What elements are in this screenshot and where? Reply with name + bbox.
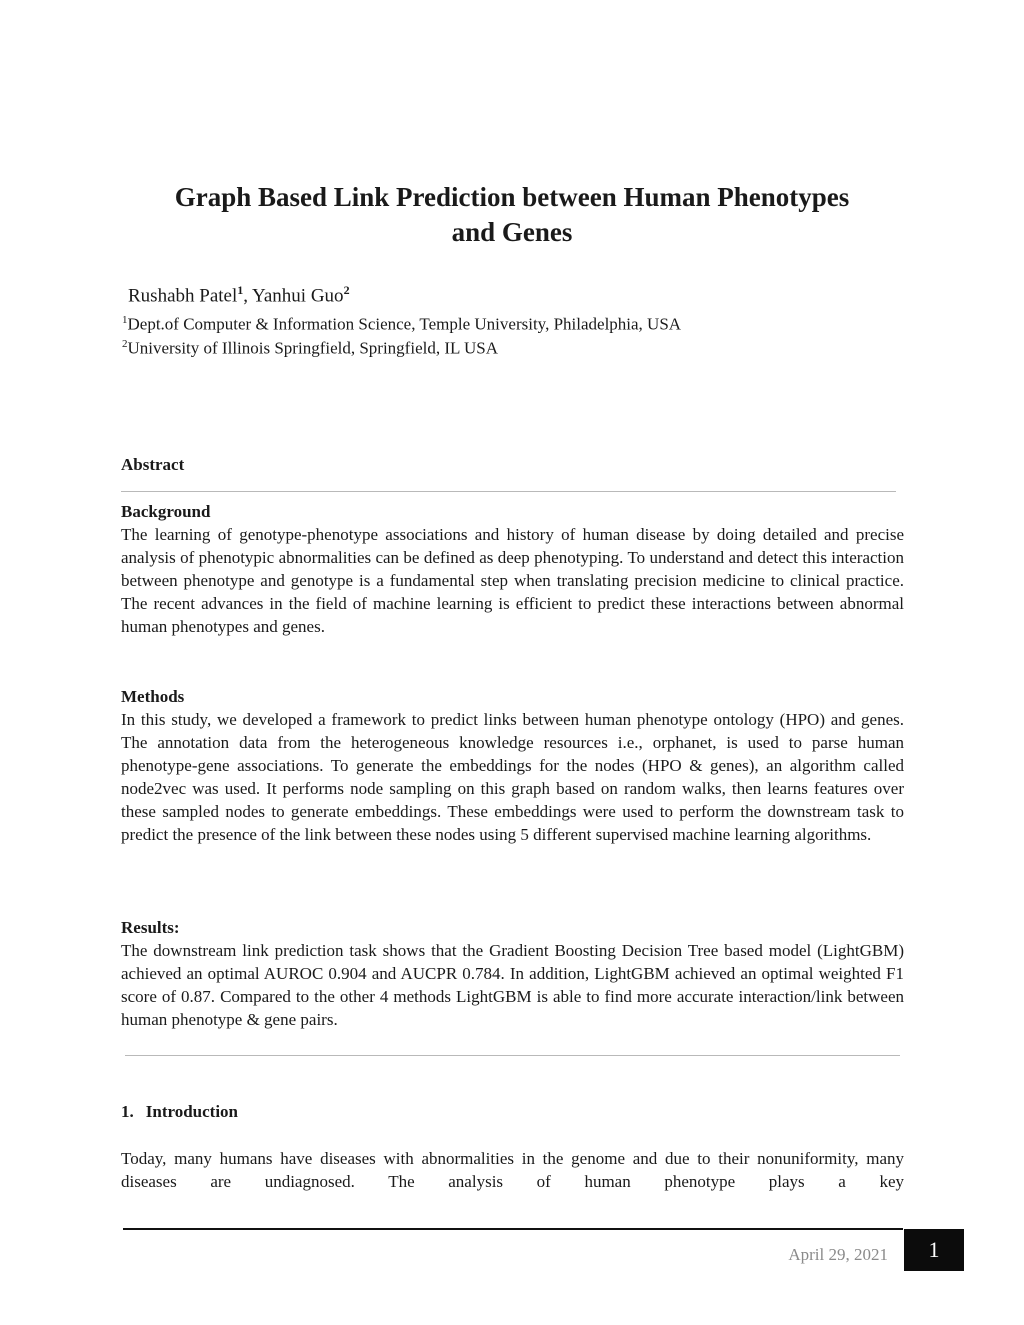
methods-text: In this study, we developed a framework to predict links between human phenotype ontology (HPO) and genes. The annotation data from the heterogeneous knowledge resources i.e., orphanet, is used to parse human phenotype-gene associations. To generate the embeddings for the nodes (HPO & genes), an algorithm called node2vec was used. It performs node sampling on this graph based on random walks, then learns features over these sampled nodes to generate embeddings. These embeddings were used to perform the downstream task to predict the presence of the link between these nodes using 5 different supervised machine learning algorithms. <box>121 710 904 845</box>
affiliation-marker: 2 <box>122 338 128 350</box>
affiliation-marker: 1 <box>122 314 128 326</box>
introduction-text: Today, many humans have diseases with abnormalities in the genome and due to their nonuniformity, many diseases are undiagnosed. The analysis of human phenotype plays a key <box>121 1149 904 1192</box>
paper-title <box>100 180 924 250</box>
author-name: Yanhui Guo <box>252 285 344 307</box>
author-list <box>128 283 350 307</box>
paper-title-line-1: Graph Based Link Prediction between Human Phenotypes <box>174 182 850 212</box>
paper-title-line-2: and Genes <box>451 217 573 247</box>
abstract-methods-section <box>121 685 904 847</box>
abstract-heading: Abstract <box>121 455 185 474</box>
results-text: The downstream link prediction task shows that the Gradient Boosting Decision Tree based model (LightGBM) achieved an optimal AUROC 0.904 and AUCPR 0.784. In addition, LightGBM achieved an optimal weighted F1 score of 0.87. Compared to the other 4 methods LightGBM is able to find more accurate interaction/link between human phenotype & gene pairs. <box>121 941 904 1030</box>
section-title: Introduction <box>145 1102 239 1121</box>
affiliation-2 <box>122 338 498 359</box>
page-number: 1 <box>904 1229 964 1271</box>
introduction-heading <box>121 1102 238 1122</box>
footer-date: April 29, 2021 <box>788 1245 888 1264</box>
methods-heading: Methods <box>121 687 185 706</box>
affiliation-1 <box>122 314 681 335</box>
author-affiliation-marker: 2 <box>343 283 350 297</box>
affiliation-text: University of Illinois Springfield, Springfield, IL USA <box>127 338 499 358</box>
background-text: The learning of genotype-phenotype associations and history of human disease by doing detailed and precise analysis of phenotypic abnormalities can be defined as deep phenotyping. To understand and detect this interaction between phenotype and genotype is a fundamental step when translating precision medicine to clinical practice. The recent advances in the field of machine learning is efficient to predict these interactions between abnormal human phenotypes and genes. <box>121 525 904 637</box>
abstract-bottom-divider <box>125 1055 900 1056</box>
background-heading: Background <box>121 502 211 521</box>
affiliation-text: Dept.of Computer & Information Science, Temple University, Philadelphia, USA <box>127 314 682 334</box>
abstract-results-section <box>121 916 904 1031</box>
author-separator: , <box>243 285 253 307</box>
footer-divider <box>123 1228 903 1230</box>
author-name: Rushabh Patel <box>128 285 238 307</box>
section-number: 1. <box>121 1102 134 1121</box>
abstract-background-section <box>121 500 904 638</box>
results-heading: Results: <box>121 918 180 937</box>
abstract-top-divider <box>121 491 896 492</box>
author-affiliation-marker: 1 <box>237 283 244 297</box>
